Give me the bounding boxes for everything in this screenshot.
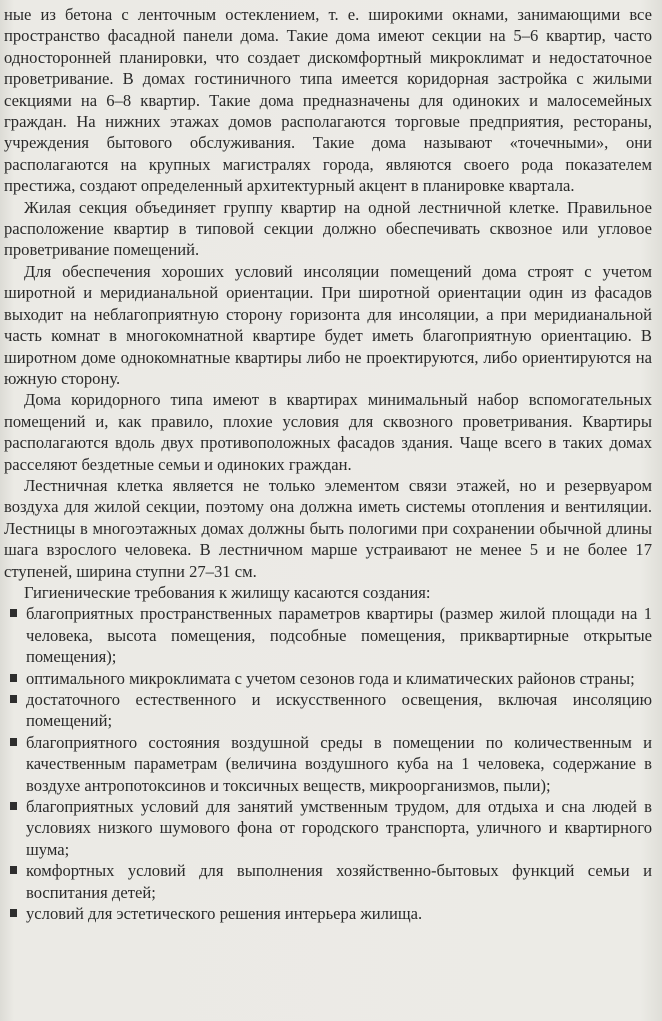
list-item [4,689,652,732]
list-item-text: оптимального микроклимата с учетом сезонов года и климатических районов страны; [26,668,635,688]
bullet-icon [10,738,17,746]
bullet-icon [10,802,17,810]
list-item-text: благоприятных пространственных параметров квартиры (размер жилой площади на 1 человека, высота помещения, подсобные помещения, приквартирные открытые помещения); [26,604,652,667]
list-item [4,860,652,903]
list-item-text: комфортных условий для выполнения хозяйственно-бытовых функций семьи и воспитания детей; [26,861,652,902]
list-item-text: условий для эстетического решения интерьера жилища. [26,904,423,924]
paragraph-staircase: Лестничная клетка является не только элементом связи этажей, но и резервуаром воздуха для жилой секции, поэтому она должна иметь системы отопления и вентиляции. Лестницы в многоэтажных домах должны быть пологими при сохранении обычной длины шага взрослого человека. В лестничном марше устраивают не менее 5 и не более 17 ступеней, ширина ступни 27–31 см. [4,475,652,581]
list-item [4,732,652,796]
list-item-text: благоприятного состояния воздушной среды в помещении по количественным и качественным параметрам (величина воздушного куба на 1 человека, содержание в воздухе антропотоксинов и токсичных веществ, микроорганизмов, пыли); [26,732,652,795]
bullet-icon [10,674,17,682]
bullet-icon [10,909,17,917]
paragraph-living-section: Жилая секция объединяет группу квартир на одной лестничной клетке. Правильное расположение квартир в типовой секции должно обеспечивать сквозное или угловое проветривание помещений. [4,197,652,260]
bullet-icon [10,609,17,617]
list-item [4,668,652,689]
paragraph-corridor-houses: Дома коридорного типа имеют в квартирах минимальный набор вспомогательных помещений и, как правило, плохие условия для сквозного проветривания. Квартиры располагаются вдоль двух противоположных фасадов здания. Чаще всего в таких домах расселяют бездетные семьи и одиноких граждан. [4,390,652,474]
requirements-list [4,603,652,924]
list-item [4,796,652,860]
list-item-text: достаточного естественного и искусственного освещения, включая инсоляцию помещений; [26,690,652,731]
paragraph-insolation: Для обеспечения хороших условий инсоляции помещений дома строят с учетом широтной и меридианальной ориентации. При широтной ориентации один из фасадов выходит на неблагоприятную сторону горизонта для инсоляции, а при меридианальной часть комнат в многокомнатной квартире будет иметь благоприятную ориентацию. В широтном доме однокомнатные квартиры либо не проектируются, либо ориентируются на южную сторону. [4,261,652,388]
list-item-text: благоприятных условий для занятий умственным трудом, для отдыха и сна людей в условиях низкого шумового фона от городского транспорта, уличного и квартирного шума; [26,797,652,859]
bullet-icon [10,695,17,703]
bullet-icon [10,866,17,874]
paragraph-house-types: ные из бетона с ленточным остеклением, т. е. широкими окнами, занимающими все пространство фасадной панели дома. Такие дома имеют секции на 5–6 квартир, часто односторонней планировки, что создает дискомфортный микроклимат и недостаточное проветривание. В домах гостиничного типа имеется коридорная застройка с жилыми секциями на 6–8 квартир. Такие дома предназначены для одиноких и малосемейных граждан. На нижних этажах домов располагаются торговые предприятия, рестораны, учреждения бытового обслуживания. Такие дома называют «точечными», они располагаются на крупных магистралях города, являются своего рода показателем престижа, создают определенный архитектурный акцент в планировке квартала. [4,5,652,196]
list-item [4,903,652,924]
list-item [4,603,652,667]
paragraph-hygiene-requirements: Гигиенические требования к жилищу касаются создания: [24,582,431,602]
